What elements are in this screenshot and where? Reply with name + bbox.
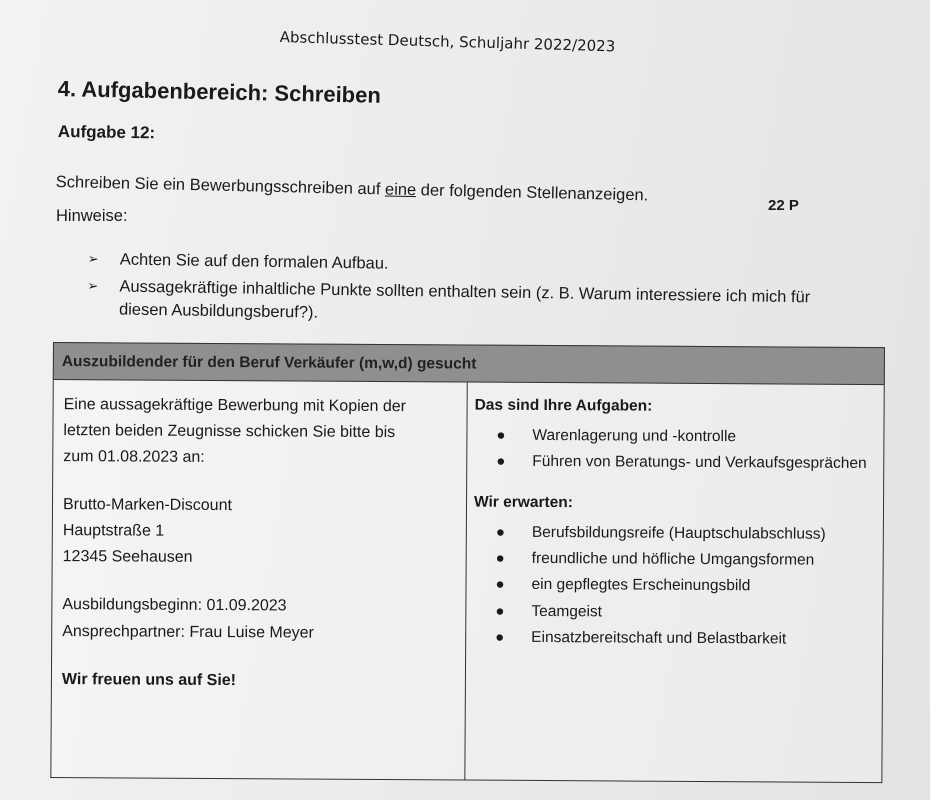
job-ad-body bbox=[50, 380, 884, 783]
list-item bbox=[474, 423, 874, 452]
list-item bbox=[474, 449, 874, 478]
list-item bbox=[473, 598, 873, 627]
tasks-heading: Das sind Ihre Aufgaben: bbox=[474, 396, 653, 415]
hint-item bbox=[85, 275, 826, 331]
section-title: 4. Aufgabenbereich: Schreiben bbox=[57, 76, 382, 108]
hint-text: Aussagekräftige inhaltliche Punkte sollten enthalten sein (z. B. Warum interessiere ich mich für diesen Ausbildungsberuf?). bbox=[118, 277, 811, 322]
job-ad bbox=[50, 342, 885, 783]
dot-bullet-icon: ● bbox=[496, 426, 506, 444]
expectation-text: Teamgeist bbox=[531, 602, 603, 621]
list-item bbox=[473, 625, 873, 654]
expectation-text: ein gepflegtes Erscheinungsbild bbox=[531, 576, 751, 595]
ad-intro-line: zum 01.08.2023 an: bbox=[63, 448, 205, 467]
arrow-bullet-icon: ➢ bbox=[87, 278, 99, 294]
training-start: Ausbildungsbeginn: 01.09.2023 bbox=[62, 596, 287, 615]
task-text-after: der folgenden Stellenanzeigen. bbox=[415, 181, 649, 205]
arrow-bullet-icon: ➢ bbox=[87, 251, 99, 267]
ad-closing: Wir freuen uns auf Sie! bbox=[61, 670, 237, 689]
job-ad-header bbox=[53, 342, 885, 385]
company-name: Brutto-Marken-Discount bbox=[62, 496, 233, 515]
expectations-heading: Wir erwarten: bbox=[473, 493, 574, 511]
expectations-list bbox=[473, 519, 874, 653]
expectation-text: freundliche und höfliche Umgangsformen bbox=[531, 549, 815, 569]
dot-bullet-icon: ● bbox=[495, 576, 505, 594]
job-ad-left-column bbox=[62, 392, 459, 695]
tasks-list bbox=[474, 423, 874, 478]
task-item-text: Warenlagerung und -kontrolle bbox=[532, 426, 737, 446]
task-instruction bbox=[56, 173, 649, 205]
expectation-text: Einsatzbereitschaft und Belastbarkeit bbox=[531, 628, 787, 648]
list-item bbox=[474, 519, 874, 548]
job-ad-right-column bbox=[473, 397, 875, 672]
hints-label: Hinweise: bbox=[56, 207, 128, 225]
dot-bullet-icon: ● bbox=[495, 602, 505, 620]
dot-bullet-icon: ● bbox=[495, 628, 505, 646]
task-text-underlined: eine bbox=[384, 180, 417, 200]
task-item-text: Führen von Beratungs- und Verkaufsgesprächen bbox=[532, 453, 867, 473]
list-item bbox=[474, 546, 874, 575]
company-street: Hauptstraße 1 bbox=[62, 522, 165, 540]
task-text-before: Schreiben Sie ein Bewerbungsschreiben auf bbox=[55, 173, 386, 199]
points-label: 22 P bbox=[768, 197, 799, 214]
ad-intro-line: Eine aussagekräftige Bewerbung mit Kopien der bbox=[63, 396, 407, 416]
contact-person: Ansprechpartner: Frau Luise Meyer bbox=[62, 622, 314, 642]
task-title: Aufgabe 12: bbox=[57, 122, 156, 143]
hint-list bbox=[85, 248, 826, 336]
column-divider bbox=[464, 383, 467, 780]
company-city: 12345 Seehausen bbox=[62, 548, 193, 567]
dot-bullet-icon: ● bbox=[495, 549, 505, 567]
expectation-text: Berufsbildungsreife (Hauptschulabschluss) bbox=[531, 523, 826, 543]
list-item bbox=[473, 572, 873, 601]
job-ad-title: Auszubildender für den Beruf Verkäufer (m,w,d) gesucht bbox=[61, 353, 477, 373]
exam-header: Abschlusstest Deutsch, Schuljahr 2022/2023 bbox=[279, 28, 616, 56]
dot-bullet-icon: ● bbox=[496, 453, 506, 471]
dot-bullet-icon: ● bbox=[495, 523, 505, 541]
ad-intro-line: letzten beiden Zeugnisse schicken Sie bitte bis bbox=[63, 422, 396, 442]
hint-text: Achten Sie auf den formalen Aufbau. bbox=[119, 250, 389, 273]
